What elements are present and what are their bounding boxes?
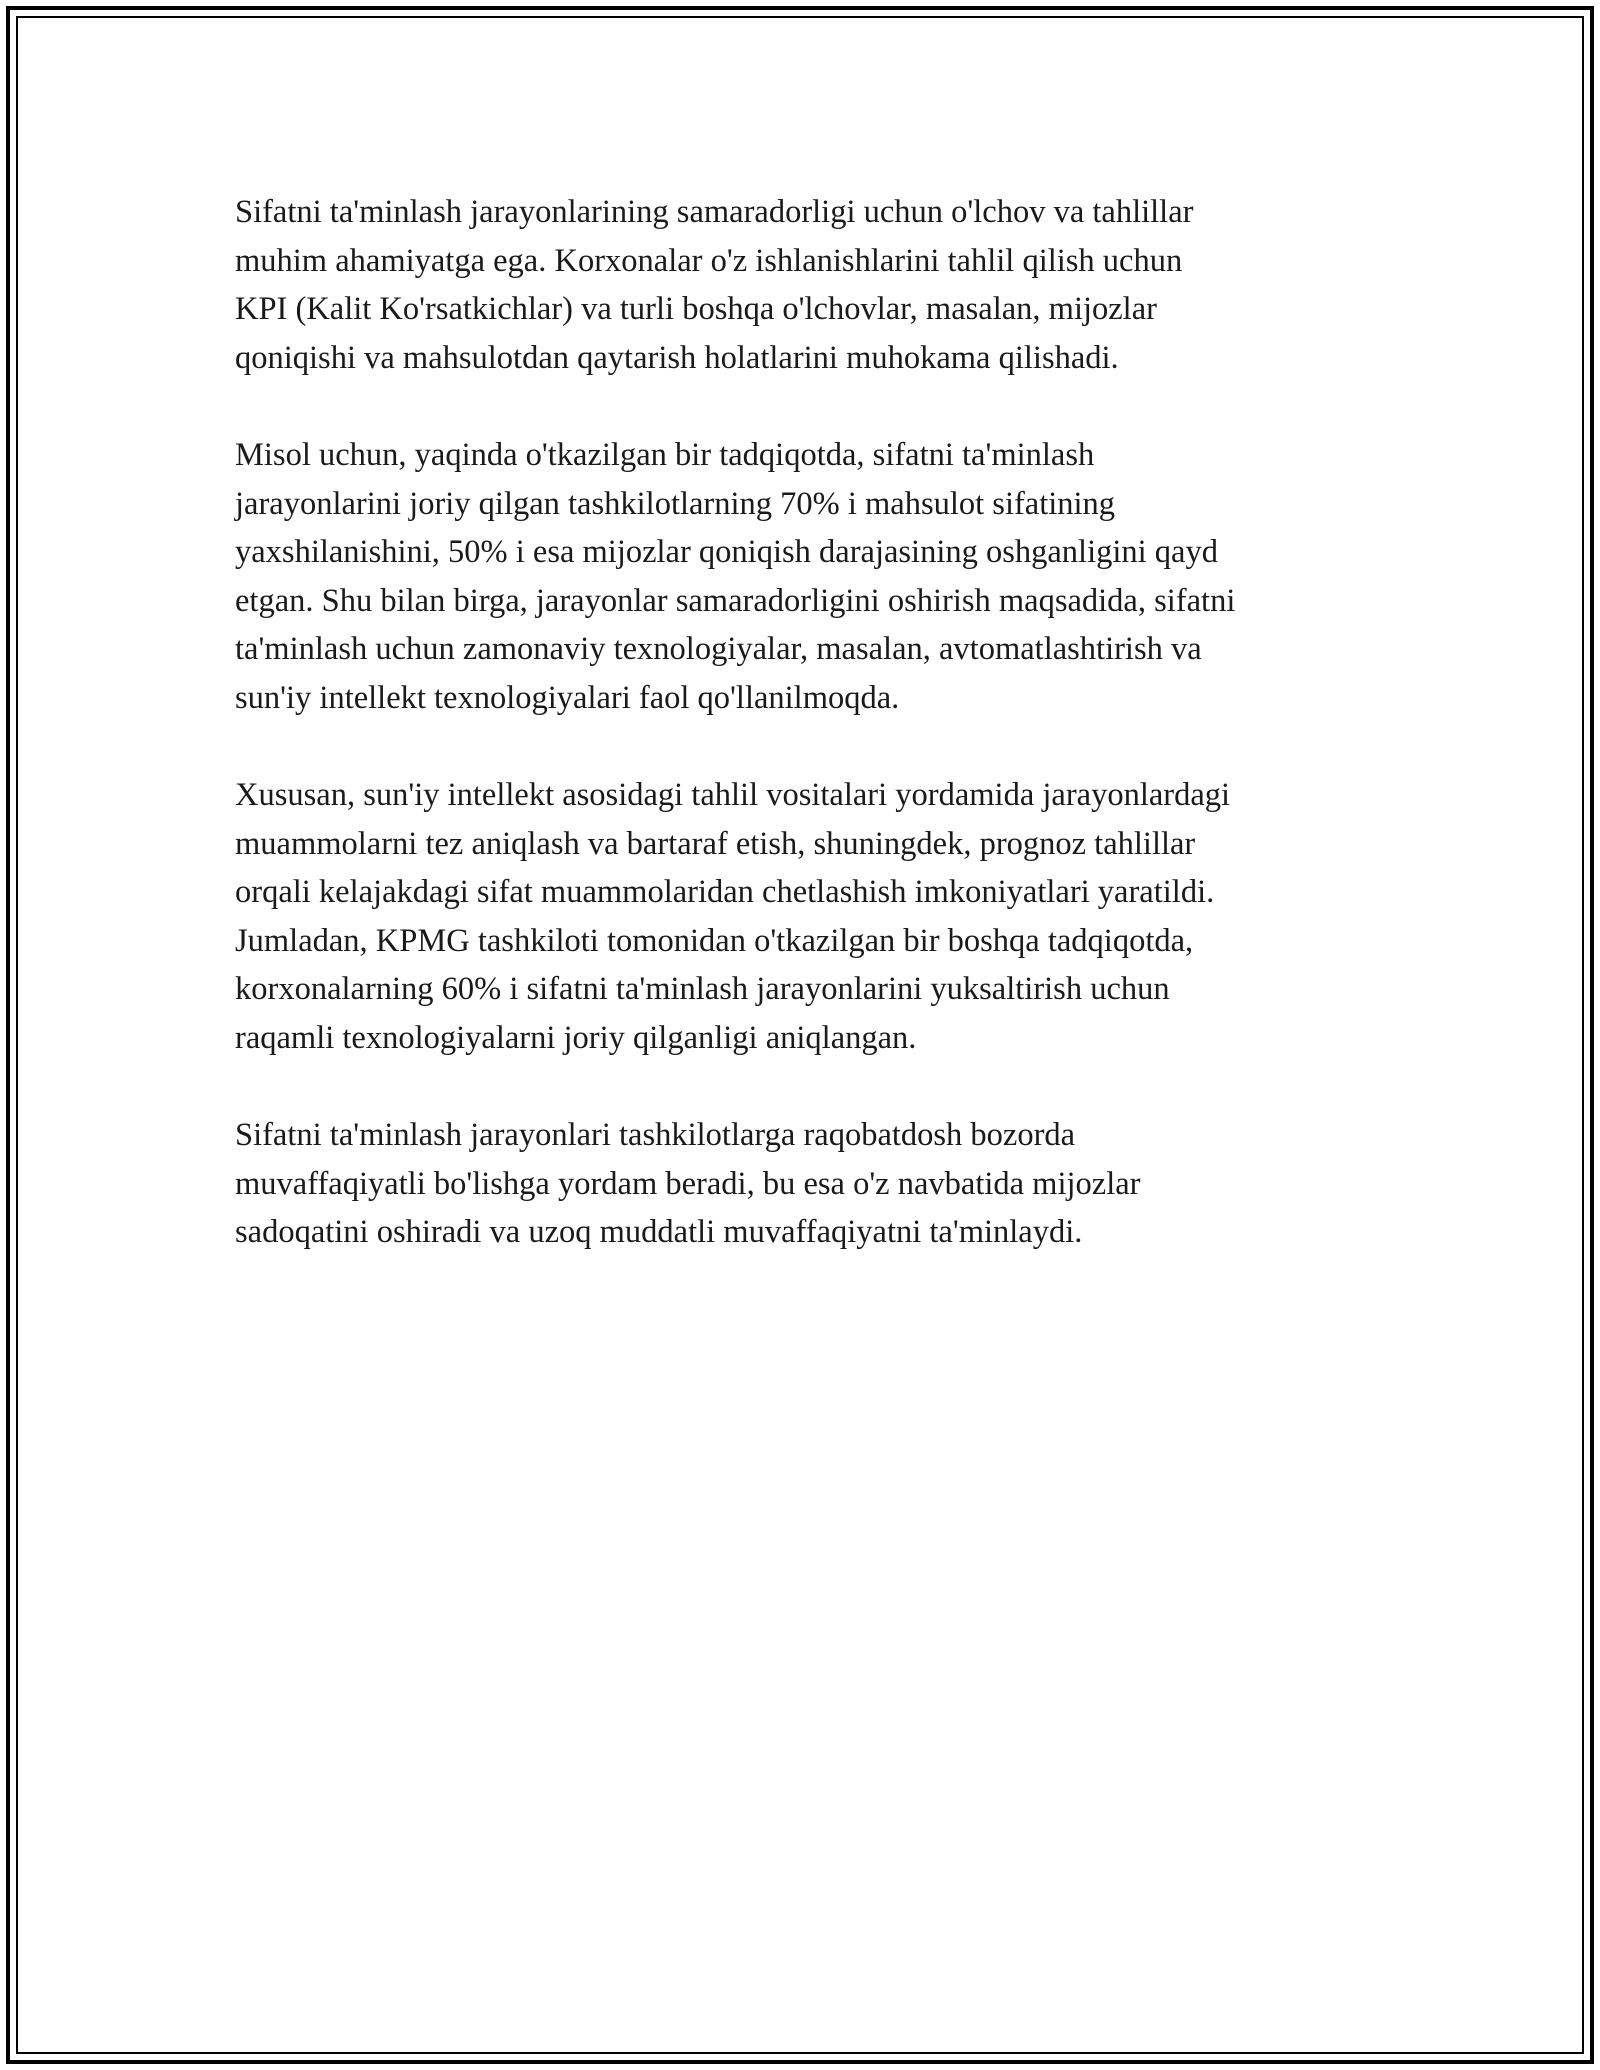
document-body xyxy=(235,188,1385,1306)
paragraph-2: Misol uchun, yaqinda o'tkazilgan bir tadqiqotda, sifatni ta'minlash jarayonlarini joriy qilgan tashkilotlarning 70% i mahsulot sifatining yaxshilanishini, 50% i esa mijozlar qoniqish darajasining oshganligini qayd etgan. Shu bilan birga, jarayonlar samaradorligini oshirish maqsadida, sifatni ta'minlash uchun zamonaviy texnologiyalar, masalan, avtomatlashtirish va sun'iy intellekt texnologiyalari faol qo'llanilmoqda. xyxy=(235,437,1236,716)
paragraph-3: Xususan, sun'iy intellekt asosidagi tahlil vositalari yordamida jarayonlardagi muammolarni tez aniqlash va bartaraf etish, shuningdek, prognoz tahlillar orqali kelajakdagi sifat muammolaridan chetlashish imkoniyatlari yaratildi. Jumladan, KPMG tashkiloti tomonidan o'tkazilgan bir boshqa tadqiqotda, korxonalarning 60% i sifatni ta'minlash jarayonlarini yuksaltirish uchun raqamli texnologiyalarni joriy qilganligi aniqlangan. xyxy=(235,777,1231,1056)
paragraph-1: Sifatni ta'minlash jarayonlarining samaradorligi uchun o'lchov va tahlillar muhim ahamiyatga ega. Korxonalar o'z ishlanishlarini tahlil qilish uchun KPI (Kalit Ko'rsatkichlar) va turli boshqa o'lchovlar, masalan, mijozlar qoniqishi va mahsulotdan qaytarish holatlarini muhokama qilishadi. xyxy=(235,194,1194,376)
paragraph-4: Sifatni ta'minlash jarayonlari tashkilotlarga raqobatdosh bozorda muvaffaqiyatli bo'lishga yordam beradi, bu esa o'z navbatida mijozlar sadoqatini oshiradi va uzoq muddatli muvaffaqiyatni ta'minlaydi. xyxy=(235,1117,1141,1250)
